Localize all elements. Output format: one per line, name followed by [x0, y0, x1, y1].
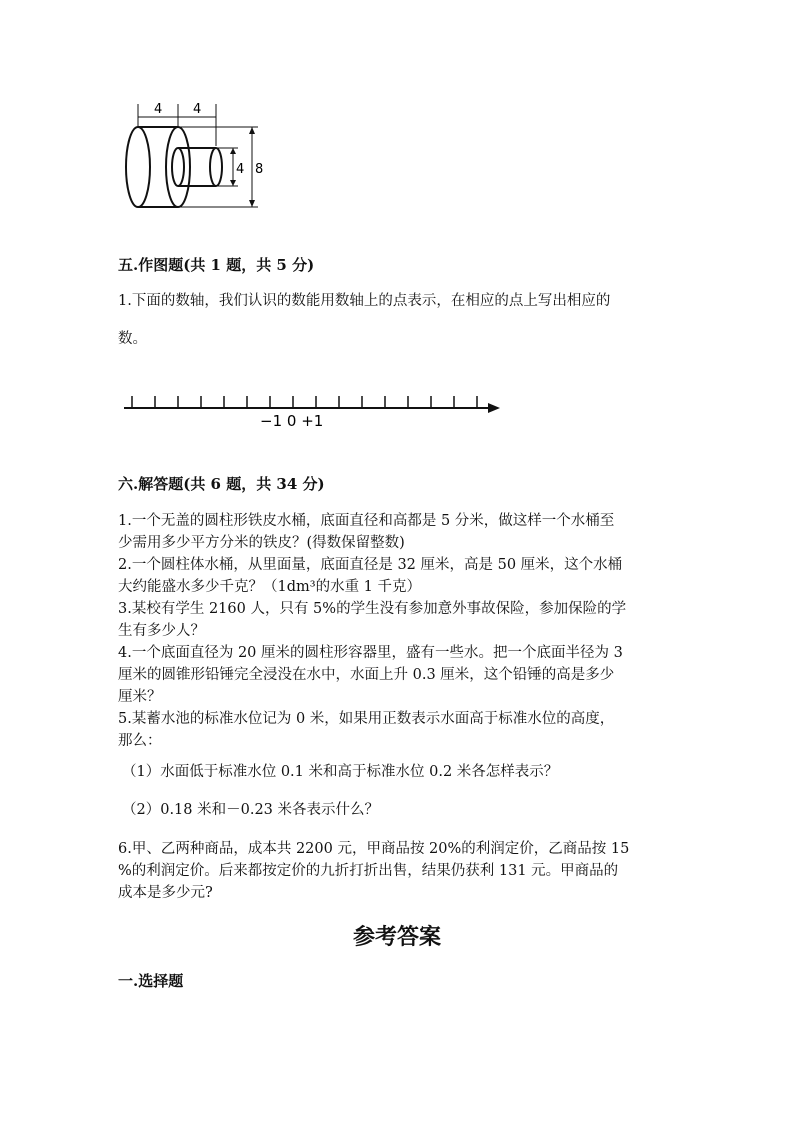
question-line: 少需用多少平方分米的铁皮？(得数保留整数) [118, 535, 405, 551]
question-line: 3.某校有学生 2160 人，只有 5%的学生没有参加意外事故保险，参加保险的学 [118, 601, 627, 617]
cylinder-figure [120, 96, 280, 214]
answers-section-1-title: 一.选择题 [118, 972, 184, 990]
number-line [118, 388, 508, 434]
section-5-title: 五.作图题(共 1 题，共 5 分) [118, 256, 315, 274]
question-line: 1.一个无盖的圆柱形铁皮水桶，底面直径和高都是 5 分米，做这样一个水桶至 [118, 513, 615, 529]
question-line: 4.一个底面直径为 20 厘米的圆柱形容器里，盛有一些水。把一个底面半径为 3 [118, 645, 623, 661]
figure-label-small-diameter: 4 [236, 162, 245, 177]
figure-label-width-2: 4 [193, 102, 202, 117]
question-line: 2.一个圆柱体水桶，从里面量，底面直径是 32 厘米，高是 50 厘米，这个水桶 [118, 557, 623, 573]
question-line: 厘米？ [118, 689, 162, 705]
big-cylinder-back [126, 127, 150, 207]
question-line: 成本是多少元? [118, 885, 213, 901]
question-6 [118, 838, 678, 904]
section-5-q1-line-1: 1.下面的数轴，我们认识的数能用数轴上的点表示，在相应的点上写出相应的 [118, 293, 611, 309]
question-line: 生有多少人？ [118, 623, 205, 639]
question-line: 5.某蓄水池的标准水位记为 0 米，如果用正数表示水面高于标准水位的高度， [118, 711, 615, 727]
section-5-q1-line-2: 数。 [118, 331, 147, 347]
question-line: %的利润定价。后来都按定价的九折打折出售，结果仍获利 131 元。甲商品的 [118, 863, 619, 879]
question-5-sub-2: （2）0.18 米和－0.23 米各表示什么？ [122, 802, 380, 818]
answers-title: 参考答案 [352, 924, 441, 950]
section-6-lines [118, 510, 678, 752]
question-line: 那么： [118, 733, 162, 749]
question-5-sub-1: （1）水面低于标准水位 0.1 米和高于标准水位 0.2 米各怎样表示？ [122, 764, 559, 780]
small-cylinder-face [210, 148, 222, 186]
figure-label-width-1: 4 [154, 102, 163, 117]
number-line-arrow [488, 403, 500, 413]
section-6-title: 六.解答题(共 6 题，共 34 分) [118, 475, 325, 493]
figure-label-big-diameter: 8 [255, 162, 264, 177]
number-line-labels: −1 0 +1 [260, 412, 324, 430]
question-line: 大约能盛水多少千克？（1dm³的水重 1 千克） [118, 579, 422, 595]
big-cylinder-face [166, 127, 190, 207]
question-line: 6.甲、乙两种商品，成本共 2200 元，甲商品按 20%的利润定价，乙商品按 15 [118, 841, 630, 857]
question-line: 厘米的圆锥形铅锤完全浸没在水中，水面上升 0.3 厘米，这个铅锤的高是多少 [118, 667, 615, 683]
